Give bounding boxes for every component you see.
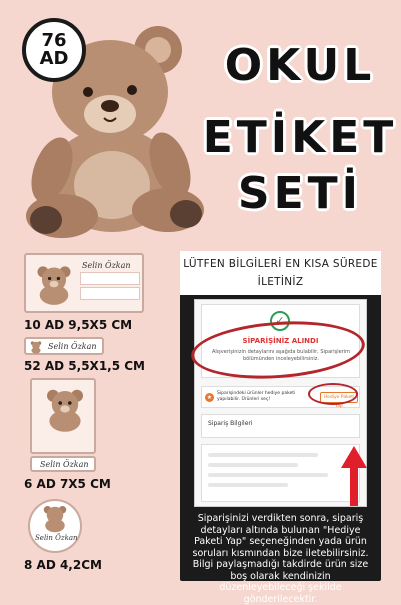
placeholder-line	[208, 483, 288, 487]
label-bear-icon	[40, 503, 70, 533]
label-size-caption-3: 6 AD 7X5 CM	[24, 477, 111, 491]
instructions-header: LÜTFEN BİLGİLERİ EN KISA SÜREDE İLETİNİZ	[180, 251, 381, 295]
label-sample-4	[28, 499, 82, 553]
label-sample-2	[24, 337, 104, 355]
label-name: Selin Özkan	[40, 460, 89, 469]
order-confirmation-text: Alışverişinizin detaylarını aşağıda bulabilir, Siparişlerim bölümünden inceleyebilirsiniz.	[211, 349, 350, 362]
label-name: Selin Özkan	[48, 342, 97, 351]
label-sample-1	[24, 253, 144, 313]
label-size-caption-2: 52 AD 5,5X1,5 CM	[24, 359, 145, 373]
badge-unit: AD	[39, 48, 69, 69]
check-icon: ✓	[270, 311, 290, 331]
placeholder-line	[208, 463, 298, 467]
gift-wrap-text: Siparişindeki ürünler hediye paketi yapılabilir. Ürünleri seç!	[217, 391, 296, 402]
gift-wrap-button[interactable]: Hediye Paketi Yap	[320, 392, 358, 403]
instructions-description: Siparişinizi verdikten sonra, sipariş detayları altında bulunan "Hediye Paketi Yap" seçeneğinden yada ürün soruları kısmından bize iletebilirsiniz. Bilgi paylaşmadığı takdirde ürün size boş olarak kendinizin düzenleyebileceği şekilde gönderilecektir.	[192, 513, 369, 605]
highlight-ring	[308, 383, 358, 405]
label-line	[80, 287, 140, 300]
title-line-1: OKUL	[224, 40, 376, 91]
placeholder-line	[208, 473, 328, 477]
label-name: Selin Özkan	[35, 534, 78, 542]
placeholder-line	[208, 453, 318, 457]
label-bear-icon	[41, 384, 89, 434]
title-line-2: ETİKET	[202, 112, 398, 163]
label-name-strip	[30, 456, 96, 472]
order-screenshot	[194, 299, 367, 507]
badge-count: 76	[41, 30, 67, 51]
order-info-row: Sipariş Bilgileri	[201, 414, 360, 438]
arrow-up-icon	[341, 446, 367, 506]
label-size-caption-4: 8 AD 4,2CM	[24, 558, 102, 572]
label-line	[80, 272, 140, 285]
label-sample-3	[30, 378, 96, 454]
label-bear-icon	[32, 261, 76, 307]
label-bear-icon	[29, 340, 43, 354]
order-info-lines	[201, 444, 360, 502]
order-instructions-panel	[180, 251, 381, 605]
title-line-3: SETİ	[237, 168, 363, 219]
label-name: Selin Özkan	[82, 261, 131, 270]
gift-icon: ★	[206, 394, 213, 401]
label-size-caption-1: 10 AD 9,5X5 CM	[24, 318, 133, 332]
order-confirmation-title: SİPARİŞİNİZ ALINDI	[242, 337, 319, 345]
quantity-badge	[22, 18, 86, 82]
